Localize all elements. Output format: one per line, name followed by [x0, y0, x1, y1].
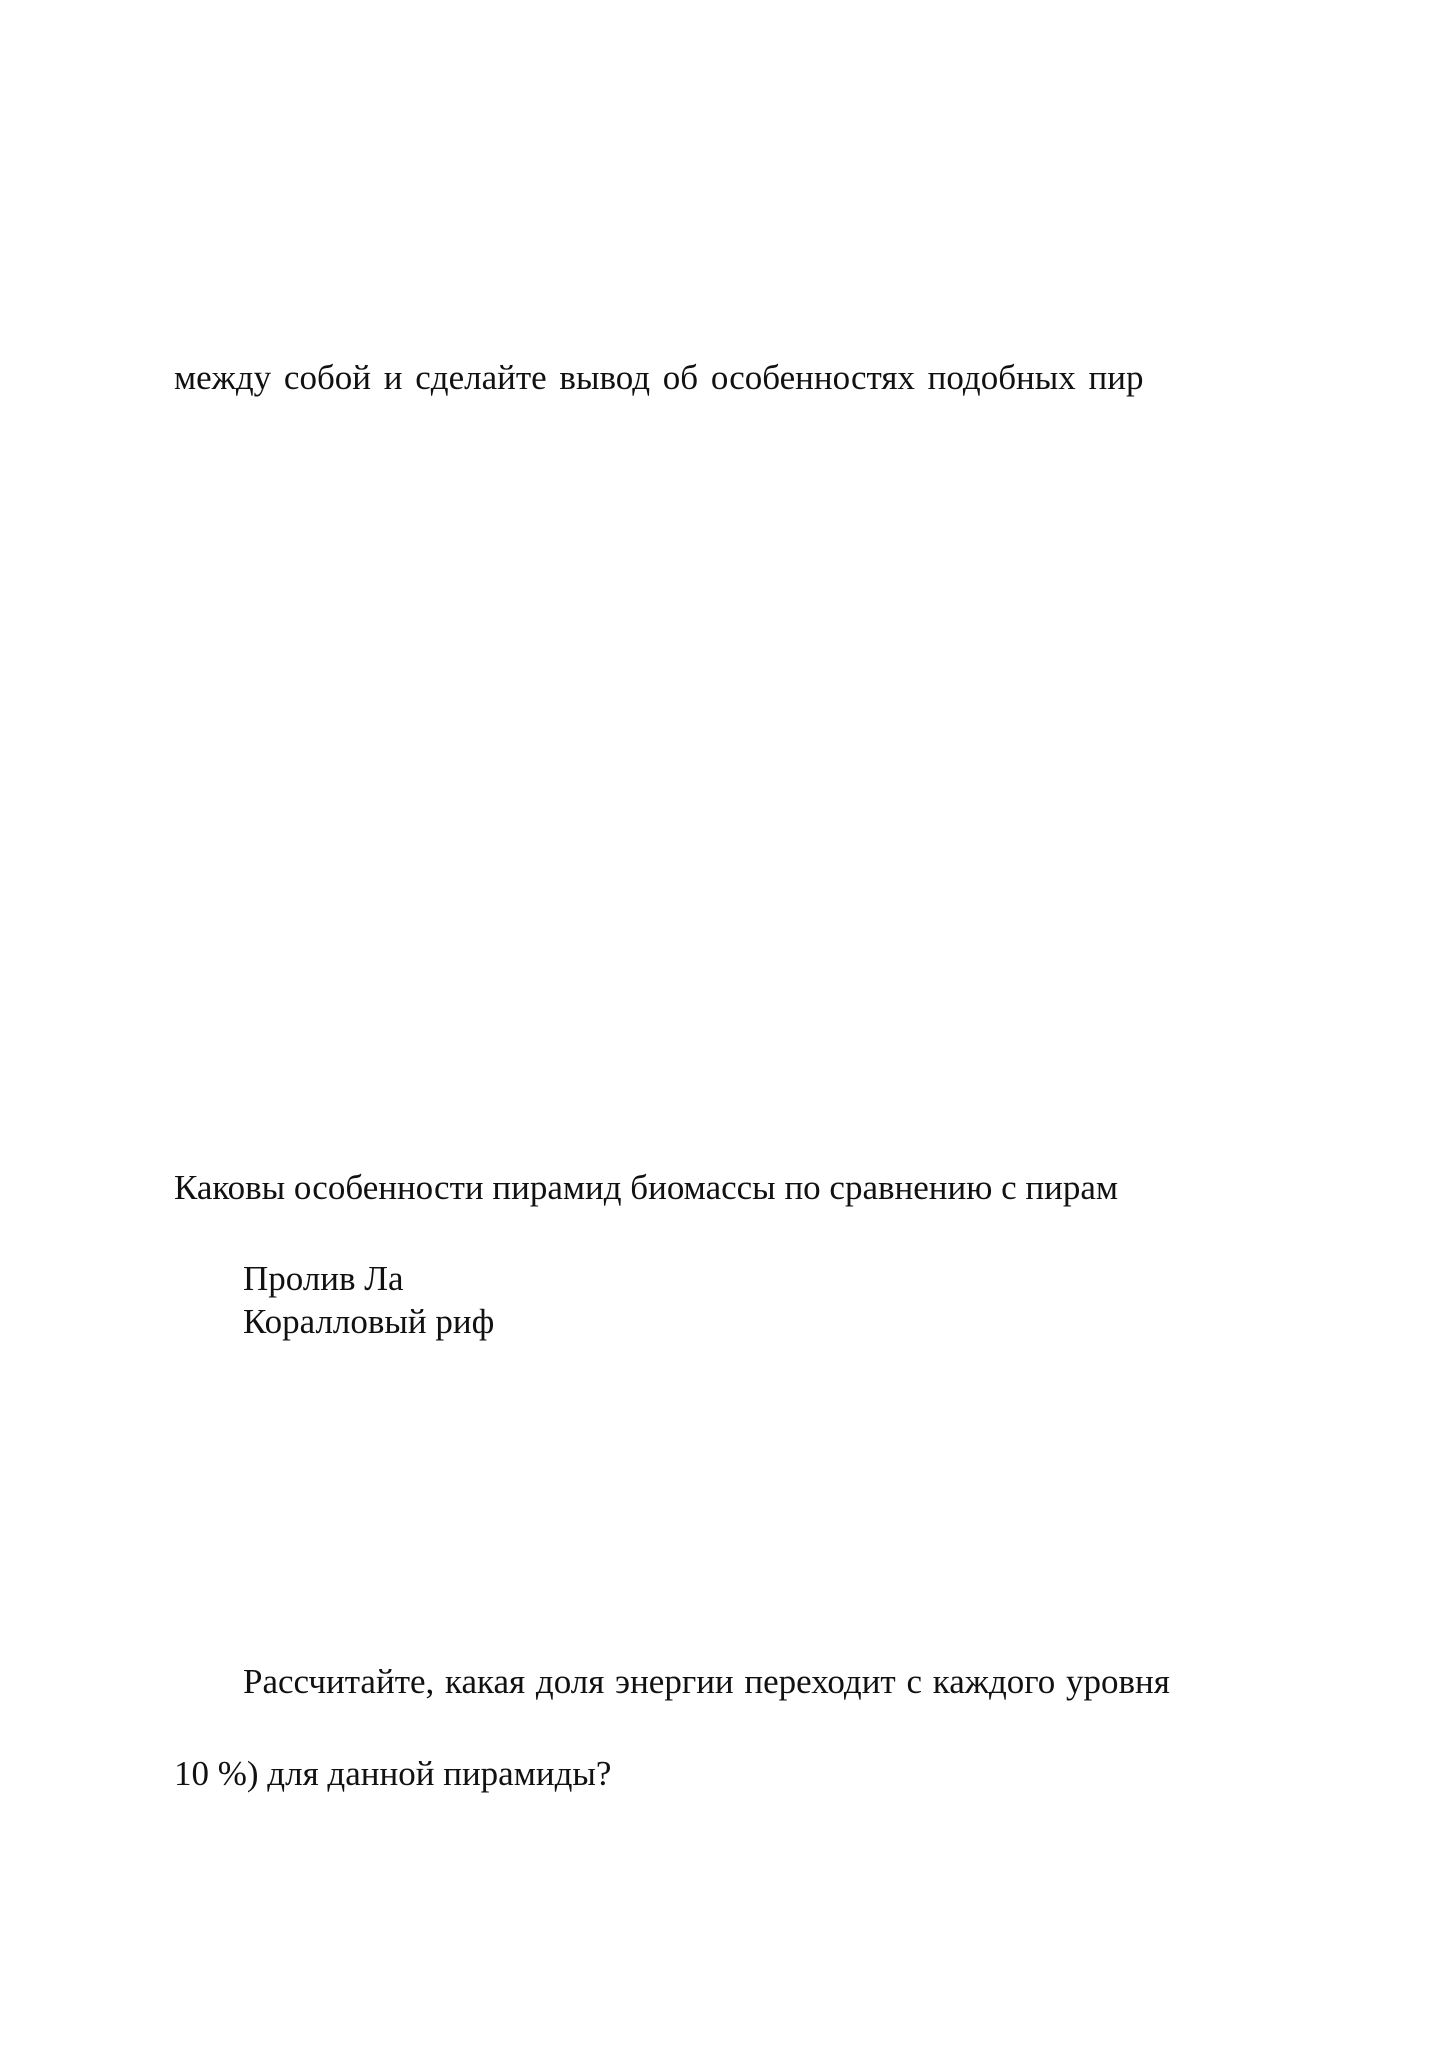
text-line-conclusion-instruction: между собой и сделайте вывод об особенностях подобных пир — [174, 358, 1144, 397]
text-line-coral-reef-label: Коралловый риф — [243, 1302, 495, 1341]
text-line-energy-question: Рассчитайте, какая доля энергии переходит с каждого уровня — [243, 1662, 1170, 1701]
text-line-pyramid-question-end: 10 %) для данной пирамиды? — [174, 1754, 612, 1793]
text-line-strait-label: Пролив Ла — [243, 1259, 404, 1298]
text-line-biomass-question: Каковы особенности пирамид биомассы по сравнению с пирам — [174, 1168, 1119, 1207]
